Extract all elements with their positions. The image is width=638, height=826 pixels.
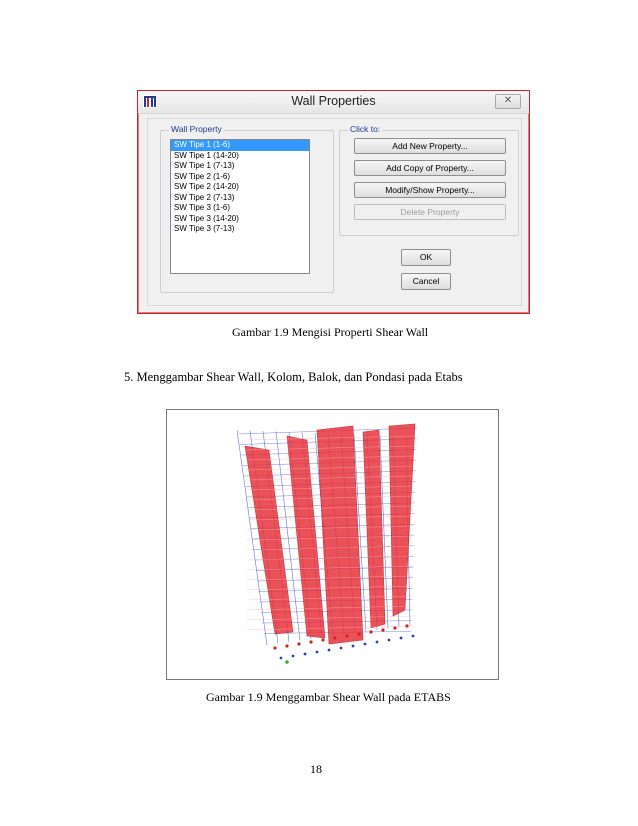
ok-button[interactable]: OK (401, 249, 451, 266)
wall-property-group (160, 124, 334, 293)
wall-properties-dialog (137, 90, 530, 314)
wall-property-listbox[interactable] (170, 139, 310, 274)
page-number: 18 (310, 762, 322, 776)
dialog-title: Wall Properties (291, 94, 376, 108)
wall-property-item[interactable]: SW Tipe 1 (7-13) (174, 161, 235, 170)
building-3d-model-image (167, 410, 498, 679)
etabs-3d-model-figure (166, 409, 499, 680)
cancel-button[interactable]: Cancel (401, 273, 451, 290)
delete-property-button: Delete Property (354, 204, 506, 220)
figure-caption-1: Gambar 1.9 Mengisi Properti Shear Wall (232, 325, 429, 339)
click-to-label: Click to: (350, 124, 381, 134)
figure-caption-2: Gambar 1.9 Menggambar Shear Wall pada ETABS (206, 690, 451, 704)
modify-show-property-button[interactable]: Modify/Show Property... (354, 182, 506, 198)
click-to-group (339, 124, 519, 236)
wall-property-item[interactable]: SW Tipe 2 (1-6) (174, 171, 231, 181)
step-5-heading: 5. Menggambar Shear Wall, Kolom, Balok, dan Pondasi pada Etabs (124, 370, 463, 384)
wall-property-item[interactable]: SW Tipe 1 (1-6) (171, 140, 309, 151)
wall-property-item[interactable]: SW Tipe 2 (14-20) (174, 182, 239, 191)
wall-property-item[interactable]: SW Tipe 3 (1-6) (174, 203, 231, 212)
add-new-property-button[interactable]: Add New Property... (354, 138, 506, 154)
close-button[interactable] (495, 94, 521, 109)
wall-property-item[interactable]: SW Tipe 3 (14-20) (174, 213, 239, 223)
wall-property-item[interactable]: SW Tipe 2 (7-13) (174, 192, 235, 202)
dialog-titlebar[interactable] (138, 91, 529, 114)
add-copy-of-property-button[interactable]: Add Copy of Property... (354, 160, 506, 176)
dialog-body (147, 118, 522, 306)
wall-property-item[interactable]: SW Tipe 3 (7-13) (174, 224, 235, 233)
wall-property-label: Wall Property (171, 124, 222, 134)
wall-property-item[interactable]: SW Tipe 1 (14-20) (174, 150, 239, 160)
close-icon: ✕ (503, 95, 513, 106)
